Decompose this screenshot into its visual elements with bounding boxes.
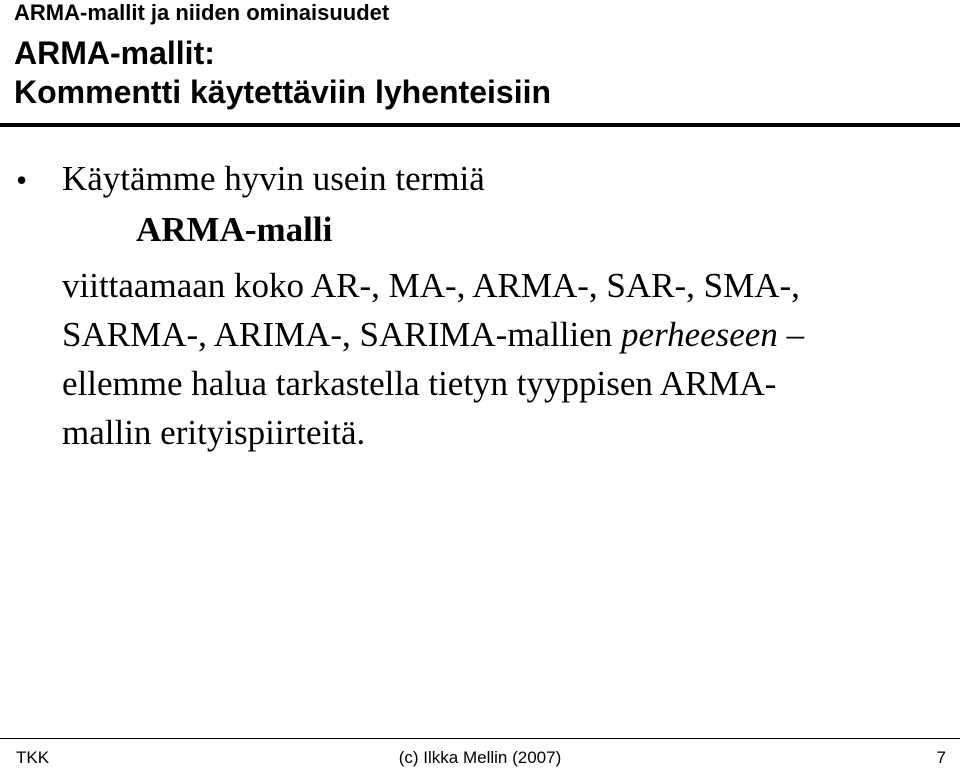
footer-institution: TKK [16, 748, 50, 767]
body-line-3: ellemme halua tarkastella tietyn tyyppisen ARMA- [62, 364, 777, 403]
body-line-2 [62, 310, 947, 359]
body-line-2-dash: – [777, 315, 805, 354]
emphasized-word: perheeseen [621, 315, 778, 354]
slide-title-line-1: ARMA-mallit: [14, 35, 215, 71]
slide-footer [0, 746, 960, 771]
body-line-4: mallin erityispiirteitä. [62, 413, 366, 452]
slide-title [14, 34, 551, 112]
footer-page-number: 7 [936, 748, 946, 767]
footer-divider [0, 738, 960, 739]
bullet-icon: • [16, 162, 28, 198]
body-line-2-prefix: SARMA-, ARIMA-, SARIMA-mallien [62, 315, 622, 354]
body-line-1: viittaamaan koko AR-, MA-, ARMA-, SAR-, SMA-, [62, 266, 800, 305]
section-title: ARMA-mallit ja niiden ominaisuudet [14, 0, 390, 25]
slide-title-line-2: Kommentti käytettäviin lyhenteisiin [14, 74, 552, 110]
bullet-intro-text: Käytämme hyvin usein termiä [62, 159, 485, 198]
body-paragraph [62, 261, 947, 457]
highlighted-term: ARMA-malli [136, 210, 333, 249]
title-divider [0, 123, 960, 127]
footer-copyright: (c) Ilkka Mellin (2007) [398, 748, 562, 767]
